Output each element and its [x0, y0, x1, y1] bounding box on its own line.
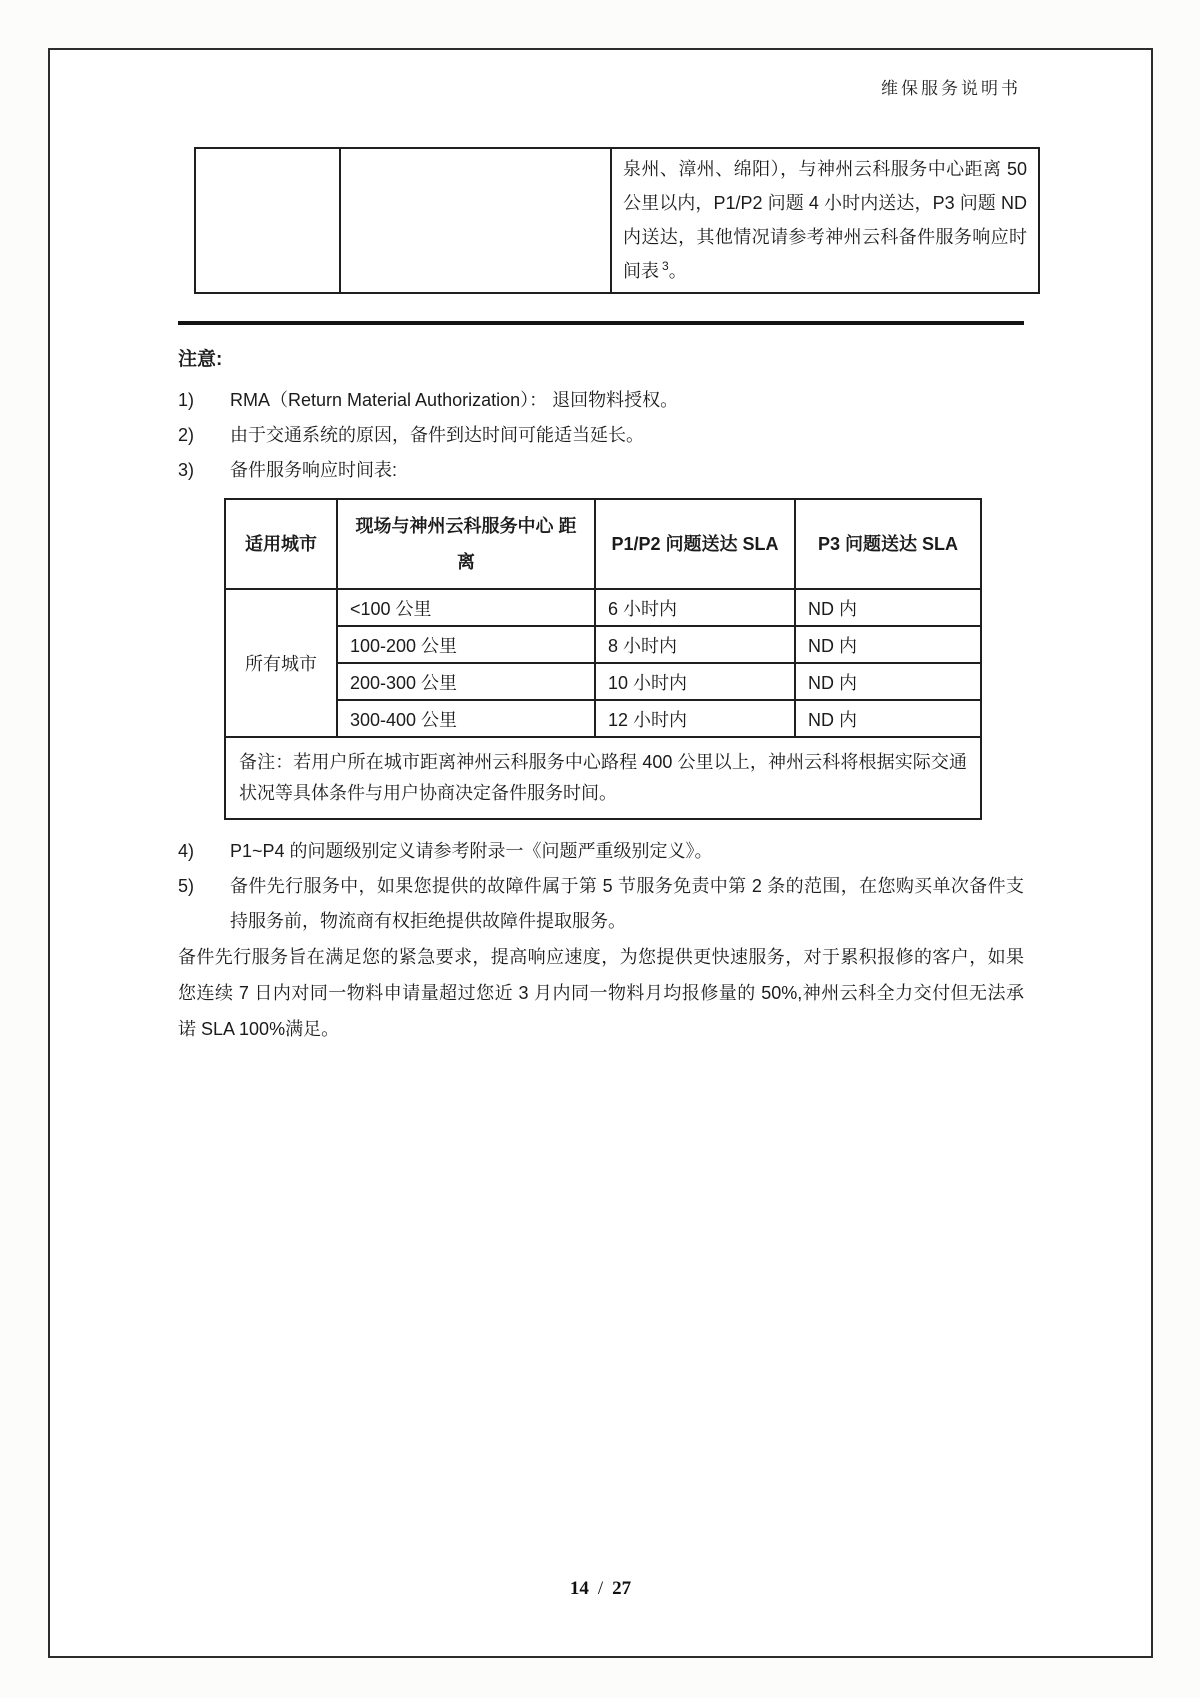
note-item-1 [178, 383, 1024, 418]
footer-page-total: 27 [612, 1578, 632, 1599]
table-row [195, 148, 1039, 293]
note-item-number: 5) [178, 876, 195, 896]
table-cell-delivery-terms [611, 148, 1039, 293]
page-content [178, 50, 1027, 1047]
note-item-text: P1~P4 的问题级别定义请参考附录一《问题严重级别定义》。 [230, 841, 713, 861]
cell-line [623, 254, 1027, 288]
cell-distance: 300-400 公里 [337, 700, 595, 737]
paragraph-line: 您连续 7 日内对同一物料申请量超过您近 3 月内同一物料月均报修量的 50%,神州云科全力交付但无法承 [178, 983, 1024, 1003]
paragraph-line: 备件先行服务旨在满足您的紧急要求，提高响应速度，为您提供更快速服务，对于累积报修的客户，如果 [178, 947, 1024, 967]
paragraph-line: 诺 SLA 100%满足。 [178, 1019, 340, 1039]
cell-line-text: 间表 [623, 261, 659, 281]
table-cell-empty-1 [195, 148, 340, 293]
table-row [225, 663, 981, 700]
cell-line: 内送达，其他情况请参考神州云科备件服务响应时 [623, 227, 1027, 247]
document-page [48, 48, 1153, 1658]
cell-p1p2-sla: 6 小时内 [595, 589, 795, 626]
header-distance: 现场与神州云科服务中心 距离 [337, 499, 595, 589]
notes-heading: 注意: [178, 349, 223, 370]
note-item-5 [178, 869, 1024, 939]
note-item-2 [178, 418, 1024, 453]
table-note-row [225, 737, 981, 819]
note-line: 备注：若用户所在城市距离神州云科服务中心路程 400 公里以上，神州云科将根据实际交通 [239, 752, 967, 772]
cell-distance: 100-200 公里 [337, 626, 595, 663]
note-item-number: 2) [178, 425, 195, 445]
note-item-line: 持服务前，物流商有权拒绝提供故障件提取服务。 [230, 911, 626, 931]
cell-distance: <100 公里 [337, 589, 595, 626]
footnote-reference: 3 [662, 259, 669, 273]
note-item-3 [178, 453, 1024, 488]
section-divider [178, 321, 1024, 325]
cell-p3-sla: ND 内 [795, 663, 981, 700]
header-p1p2-sla: P1/P2 问题送达 SLA [595, 499, 795, 589]
note-item-number: 3) [178, 460, 195, 480]
continued-table [194, 147, 1040, 294]
cell-table-note [225, 737, 981, 819]
cell-line: 公里以内，P1/P2 问题 4 小时内送达，P3 问题 ND [623, 193, 1027, 213]
table-row [225, 700, 981, 737]
cell-city-scope: 所有城市 [225, 589, 337, 737]
cell-p3-sla: ND 内 [795, 700, 981, 737]
note-item-number: 1) [178, 390, 195, 410]
cell-line: 泉州、漳州、绵阳），与神州云科服务中心距离 50 [623, 159, 1027, 179]
note-item-text: RMA（Return Material Authorization）： 退回物料授权。 [230, 390, 679, 410]
note-item-line: 备件先行服务中，如果您提供的故障件属于第 5 节服务免责中第 2 条的范围，在您购买单次备件支 [230, 876, 1024, 896]
cell-p1p2-sla: 12 小时内 [595, 700, 795, 737]
cell-p3-sla: ND 内 [795, 589, 981, 626]
note-item-number: 4) [178, 841, 195, 861]
page-footer [50, 1578, 1151, 1600]
footer-page-number: 14 [569, 1578, 589, 1599]
note-item-text: 由于交通系统的原因，备件到达时间可能适当延长。 [230, 425, 644, 445]
header-title: 维保服务说明书 [881, 79, 1021, 98]
cell-p3-sla: ND 内 [795, 626, 981, 663]
note-item-text [230, 869, 1024, 939]
note-item-text: 备件服务响应时间表: [230, 460, 398, 480]
header-p3-sla: P3 问题送达 SLA [795, 499, 981, 589]
footer-separator: / [597, 1578, 604, 1599]
header-applicable-cities: 适用城市 [225, 499, 337, 589]
cell-p1p2-sla: 10 小时内 [595, 663, 795, 700]
table-cell-empty-2 [340, 148, 611, 293]
closing-paragraph [178, 939, 1024, 1047]
sla-response-table [224, 498, 982, 820]
cell-p1p2-sla: 8 小时内 [595, 626, 795, 663]
cell-line-end: 。 [668, 261, 687, 281]
table-row [225, 589, 981, 626]
table-header-row [225, 499, 981, 589]
note-line: 状况等具体条件与用户协商决定备件服务时间。 [239, 783, 617, 803]
table-row [225, 626, 981, 663]
note-item-4 [178, 834, 1024, 869]
cell-distance: 200-300 公里 [337, 663, 595, 700]
